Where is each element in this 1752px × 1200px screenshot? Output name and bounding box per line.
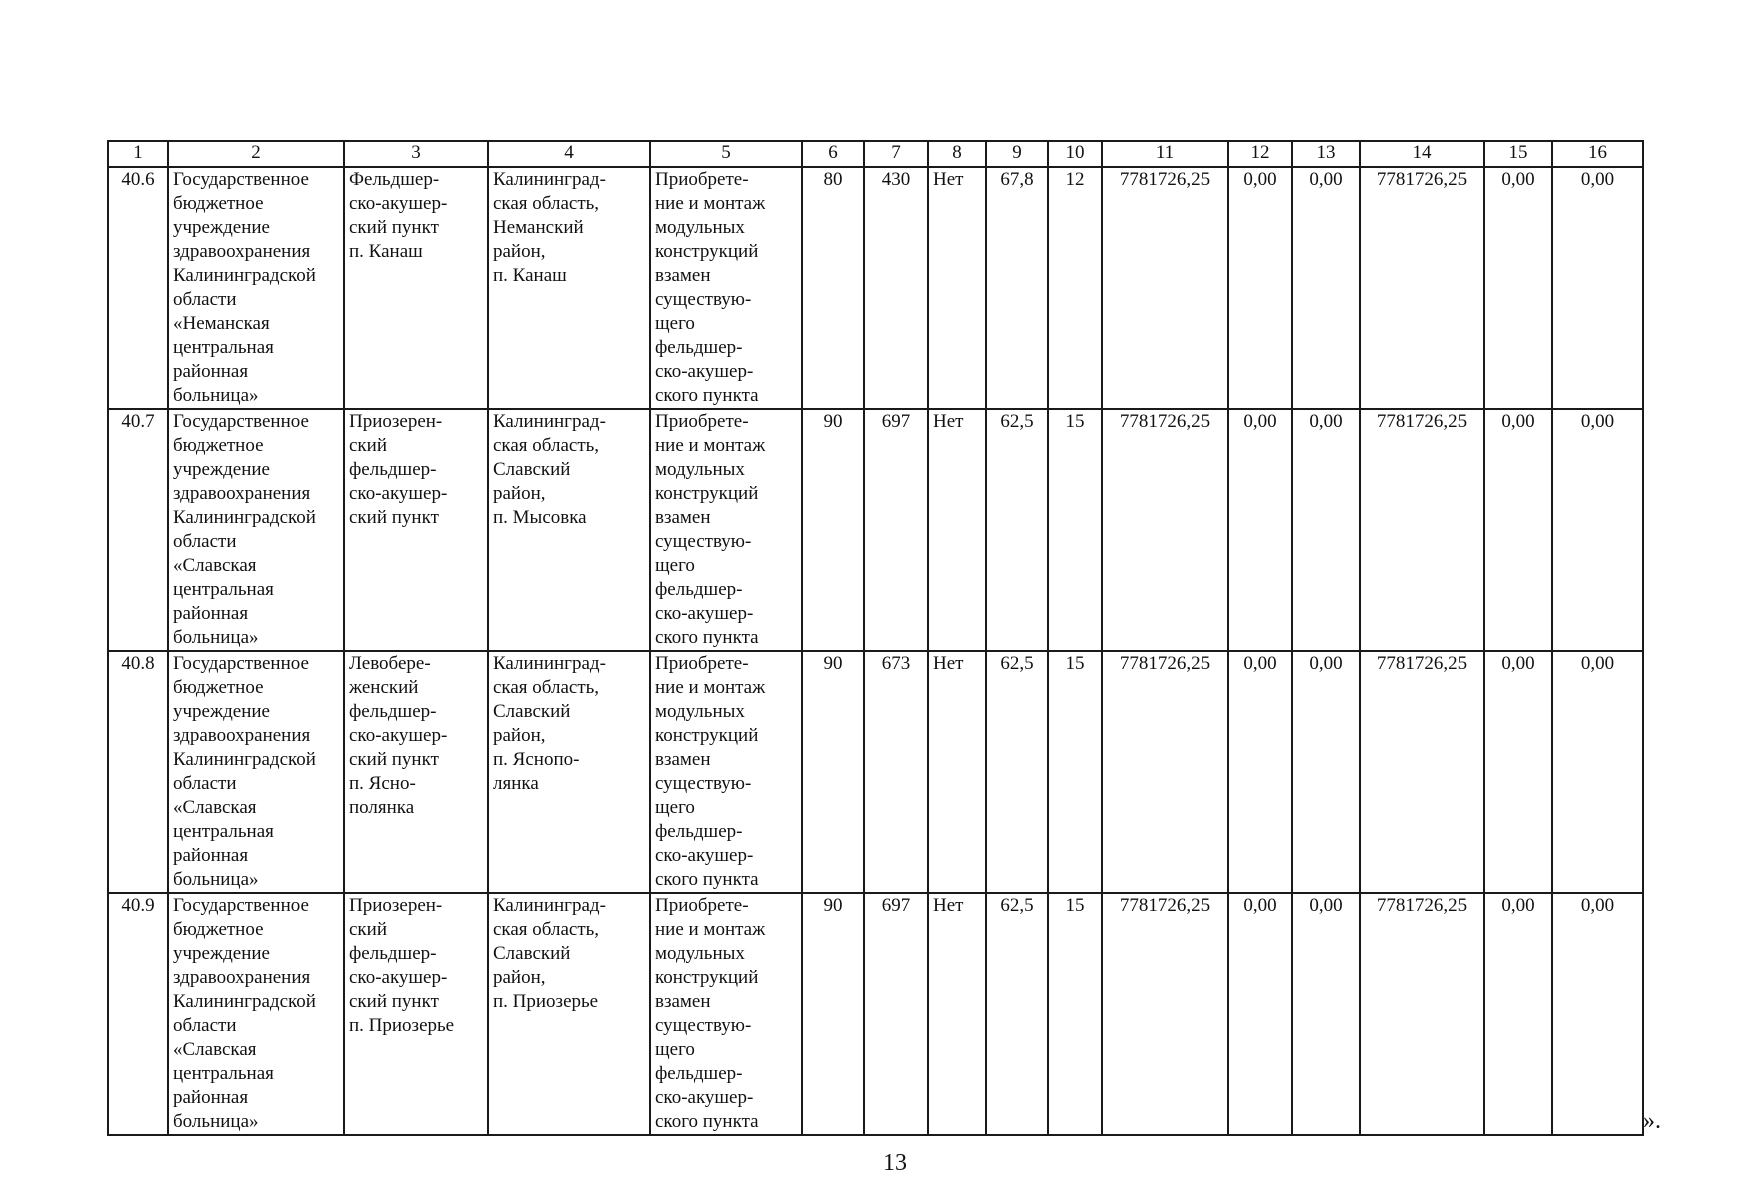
value-cell: 90	[802, 409, 864, 651]
column-header: 12	[1228, 141, 1292, 167]
institution-cell: Государственное бюджетное учреждение здравоохранения Калининградской области «Славская центральная районная больница»	[168, 893, 344, 1135]
value-cell: 67,8	[986, 167, 1048, 409]
value-cell: 15	[1048, 893, 1102, 1135]
value-cell: 697	[864, 409, 928, 651]
value-cell: 15	[1048, 651, 1102, 893]
column-header: 3	[344, 141, 488, 167]
column-header: 15	[1484, 141, 1552, 167]
facility-cell: Левобере- женский фельдшер- ско-акушер- ский пункт п. Ясно- полянка	[344, 651, 488, 893]
amount-cell: 7781726,25	[1102, 409, 1228, 651]
page-number: 13	[883, 1150, 907, 1176]
amount-cell: 7781726,25	[1102, 893, 1228, 1135]
address-cell: Калининград- ская область, Славский район, п. Яснопо- лянка	[488, 651, 650, 893]
flag-cell: Нет	[928, 893, 986, 1135]
flag-cell: Нет	[928, 167, 986, 409]
amount-cell: 7781726,25	[1360, 167, 1484, 409]
table-header	[108, 141, 1643, 167]
amount-cell: 0,00	[1292, 651, 1360, 893]
column-header: 2	[168, 141, 344, 167]
flag-cell: Нет	[928, 651, 986, 893]
amount-cell: 0,00	[1552, 167, 1643, 409]
amount-cell: 0,00	[1484, 409, 1552, 651]
amount-cell: 0,00	[1228, 409, 1292, 651]
closing-quote-mark: ».	[1643, 1108, 1661, 1134]
amount-cell: 0,00	[1484, 167, 1552, 409]
value-cell: 12	[1048, 167, 1102, 409]
column-header: 5	[650, 141, 802, 167]
amount-cell: 0,00	[1552, 893, 1643, 1135]
value-cell: 673	[864, 651, 928, 893]
action-cell: Приобрете- ние и монтаж модульных конструкций взамен существую- щего фельдшер- ско-акушер- ского пункта	[650, 651, 802, 893]
amount-cell: 7781726,25	[1102, 651, 1228, 893]
column-header: 6	[802, 141, 864, 167]
column-header: 1	[108, 141, 168, 167]
institution-cell: Государственное бюджетное учреждение здравоохранения Калининградской области «Славская центральная районная больница»	[168, 651, 344, 893]
institution-cell: Государственное бюджетное учреждение здравоохранения Калининградской области «Славская центральная районная больница»	[168, 409, 344, 651]
address-cell: Калининград- ская область, Славский район, п. Приозерье	[488, 893, 650, 1135]
amount-cell: 7781726,25	[1360, 409, 1484, 651]
flag-cell: Нет	[928, 409, 986, 651]
amount-cell: 7781726,25	[1102, 167, 1228, 409]
facility-cell: Фельдшер- ско-акушер- ский пункт п. Канаш	[344, 167, 488, 409]
amount-cell: 7781726,25	[1360, 893, 1484, 1135]
value-cell: 90	[802, 893, 864, 1135]
row-number-cell: 40.7	[108, 409, 168, 651]
action-cell: Приобрете- ние и монтаж модульных конструкций взамен существую- щего фельдшер- ско-акушер- ского пункта	[650, 893, 802, 1135]
value-cell: 90	[802, 651, 864, 893]
action-cell: Приобрете- ние и монтаж модульных конструкций взамен существую- щего фельдшер- ско-акушер- ского пункта	[650, 167, 802, 409]
amount-cell: 0,00	[1552, 651, 1643, 893]
amount-cell: 0,00	[1484, 651, 1552, 893]
facility-cell: Приозерен- ский фельдшер- ско-акушер- ский пункт п. Приозерье	[344, 893, 488, 1135]
column-header: 7	[864, 141, 928, 167]
amount-cell: 0,00	[1552, 409, 1643, 651]
address-cell: Калининград- ская область, Неманский район, п. Канаш	[488, 167, 650, 409]
column-header: 13	[1292, 141, 1360, 167]
column-header: 10	[1048, 141, 1102, 167]
column-header: 4	[488, 141, 650, 167]
amount-cell: 0,00	[1228, 167, 1292, 409]
value-cell: 62,5	[986, 893, 1048, 1135]
value-cell: 430	[864, 167, 928, 409]
value-cell: 62,5	[986, 409, 1048, 651]
table-row	[108, 167, 1643, 409]
amount-cell: 7781726,25	[1360, 651, 1484, 893]
amount-cell: 0,00	[1228, 893, 1292, 1135]
institution-cell: Государственное бюджетное учреждение здравоохранения Калининградской области «Неманская центральная районная больница»	[168, 167, 344, 409]
column-header: 8	[928, 141, 986, 167]
column-header: 14	[1360, 141, 1484, 167]
table-row	[108, 651, 1643, 893]
facility-cell: Приозерен- ский фельдшер- ско-акушер- ский пункт	[344, 409, 488, 651]
value-cell: 15	[1048, 409, 1102, 651]
column-number-row	[108, 141, 1643, 167]
column-header: 16	[1552, 141, 1643, 167]
value-cell: 80	[802, 167, 864, 409]
amount-cell: 0,00	[1292, 167, 1360, 409]
column-header: 9	[986, 141, 1048, 167]
table-row	[108, 409, 1643, 651]
row-number-cell: 40.9	[108, 893, 168, 1135]
row-number-cell: 40.8	[108, 651, 168, 893]
address-cell: Калининград- ская область, Славский район, п. Мысовка	[488, 409, 650, 651]
row-number-cell: 40.6	[108, 167, 168, 409]
value-cell: 62,5	[986, 651, 1048, 893]
amount-cell: 0,00	[1292, 893, 1360, 1135]
amount-cell: 0,00	[1484, 893, 1552, 1135]
data-table	[107, 140, 1644, 1136]
column-header: 11	[1102, 141, 1228, 167]
amount-cell: 0,00	[1292, 409, 1360, 651]
amount-cell: 0,00	[1228, 651, 1292, 893]
value-cell: 697	[864, 893, 928, 1135]
action-cell: Приобрете- ние и монтаж модульных конструкций взамен существую- щего фельдшер- ско-акушер- ского пункта	[650, 409, 802, 651]
table-row	[108, 893, 1643, 1135]
table-body	[108, 167, 1643, 1135]
